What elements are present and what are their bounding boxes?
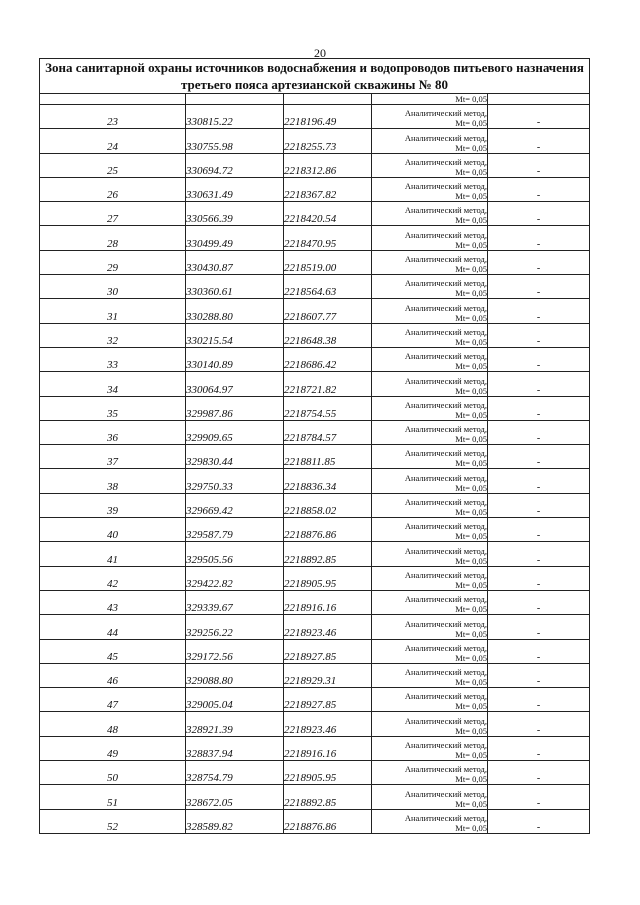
table-row (40, 445, 590, 469)
method-label: Аналитический метод, (404, 399, 487, 410)
error-value: - (488, 663, 590, 687)
error-value: - (488, 688, 590, 712)
method-label: Аналитический метод, (404, 254, 487, 265)
method-label: Аналитический метод, (404, 497, 487, 508)
point-number: 52 (40, 809, 186, 833)
y-coordinate: 2218892.85 (284, 785, 372, 809)
x-coordinate: 328672.05 (186, 785, 284, 809)
x-coordinate: 330631.49 (186, 177, 284, 201)
point-number: 24 (40, 129, 186, 153)
page-number: 20 (314, 46, 326, 60)
method-cell (372, 663, 488, 687)
method-label: Аналитический метод, (404, 132, 487, 143)
method-label: Аналитический метод, (404, 108, 487, 119)
accuracy-value: Mt= 0,05 (455, 385, 487, 396)
table-row (40, 590, 590, 614)
method-cell (372, 590, 488, 614)
accuracy-value: Mt= 0,05 (455, 434, 487, 445)
point-number: 29 (40, 250, 186, 274)
x-coordinate: 328589.82 (186, 809, 284, 833)
x-coordinate: 329669.42 (186, 493, 284, 517)
x-coordinate: 330694.72 (186, 153, 284, 177)
table-row (40, 518, 590, 542)
method-label: Аналитический метод, (404, 424, 487, 435)
accuracy-value: Mt= 0,05 (455, 191, 487, 202)
method-cell (372, 420, 488, 444)
error-value: - (488, 518, 590, 542)
method-label: Аналитический метод, (404, 545, 487, 556)
coordinates-table (39, 58, 590, 834)
y-coordinate: 2218784.57 (284, 420, 372, 444)
y-coordinate: 2218923.46 (284, 615, 372, 639)
method-cell (372, 323, 488, 347)
error-value: - (488, 590, 590, 614)
y-coordinate: 2218420.54 (284, 202, 372, 226)
x-coordinate: 328921.39 (186, 712, 284, 736)
accuracy-value: Mt= 0,05 (455, 701, 487, 712)
method-cell (372, 785, 488, 809)
error-value: - (488, 712, 590, 736)
y-coordinate: 2218929.31 (284, 663, 372, 687)
method-cell (372, 250, 488, 274)
accuracy-value: Mt= 0,05 (455, 288, 487, 299)
error-value: - (488, 396, 590, 420)
error-value: - (488, 202, 590, 226)
table-row (40, 347, 590, 371)
error-value: - (488, 226, 590, 250)
accuracy-value: Mt= 0,05 (455, 531, 487, 542)
accuracy-value: Mt= 0,05 (455, 239, 487, 250)
table-row (40, 299, 590, 323)
error-value: - (488, 785, 590, 809)
method-cell (372, 542, 488, 566)
method-label: Аналитический метод, (404, 156, 487, 167)
error-value: - (488, 250, 590, 274)
table-row (40, 542, 590, 566)
table-row (40, 566, 590, 590)
y-coordinate: 2218470.95 (284, 226, 372, 250)
table-row (40, 809, 590, 833)
error-value: - (488, 299, 590, 323)
y-coordinate: 2218312.86 (284, 153, 372, 177)
table-row (40, 785, 590, 809)
method-label: Аналитический метод, (404, 351, 487, 362)
error-value: - (488, 129, 590, 153)
point-number: 25 (40, 153, 186, 177)
point-number: 46 (40, 663, 186, 687)
accuracy-value: Mt= 0,05 (455, 458, 487, 469)
accuracy-value: Mt= 0,05 (455, 361, 487, 372)
method-label: Аналитический метод, (404, 229, 487, 240)
accuracy-value: Mt= 0,05 (455, 628, 487, 639)
point-number: 31 (40, 299, 186, 323)
y-coordinate: 2218892.85 (284, 542, 372, 566)
error-value: - (488, 275, 590, 299)
method-cell (372, 105, 488, 129)
point-number: 36 (40, 420, 186, 444)
x-coordinate: 330064.97 (186, 372, 284, 396)
point-number: 34 (40, 372, 186, 396)
table-row (40, 250, 590, 274)
method-cell (372, 275, 488, 299)
table-title-line-1: Зона санитарной охраны источников водоснабжения и водопроводов питьевого назначения (45, 60, 584, 75)
point-number: 41 (40, 542, 186, 566)
x-coordinate: 329987.86 (186, 396, 284, 420)
error-value: - (488, 323, 590, 347)
y-coordinate: 2218754.55 (284, 396, 372, 420)
method-cell (372, 469, 488, 493)
accuracy-value: Mt= 0,05 (455, 409, 487, 420)
point-number: 30 (40, 275, 186, 299)
table-row (40, 372, 590, 396)
point-number: 39 (40, 493, 186, 517)
accuracy-value: Mt= 0,05 (455, 750, 487, 761)
method-cell (372, 566, 488, 590)
method-label: Аналитический метод, (404, 812, 487, 823)
method-label: Аналитический метод, (404, 278, 487, 289)
accuracy-value: Mt= 0,05 (455, 604, 487, 615)
method-cell (372, 518, 488, 542)
method-label: Аналитический метод, (404, 448, 487, 459)
table-row (40, 153, 590, 177)
method-cell (372, 712, 488, 736)
accuracy-value: Mt= 0,05 (455, 555, 487, 566)
y-coordinate: 2218367.82 (284, 177, 372, 201)
point-number: 23 (40, 105, 186, 129)
error-value: - (488, 542, 590, 566)
x-coordinate: 330140.89 (186, 347, 284, 371)
accuracy-value: Mt= 0,05 (455, 774, 487, 785)
y-coordinate: 2218607.77 (284, 299, 372, 323)
method-cell (372, 226, 488, 250)
y-coordinate: 2218255.73 (284, 129, 372, 153)
y-coordinate: 2218876.86 (284, 809, 372, 833)
accuracy-value: Mt= 0,05 (455, 118, 487, 129)
method-label: Аналитический метод, (404, 667, 487, 678)
y-coordinate: 2218876.86 (284, 518, 372, 542)
error-value: - (488, 566, 590, 590)
x-coordinate: 328754.79 (186, 761, 284, 785)
method-cell (372, 688, 488, 712)
x-coordinate: 330499.49 (186, 226, 284, 250)
x-coordinate: 329088.80 (186, 663, 284, 687)
accuracy-value: Mt= 0,05 (455, 94, 487, 104)
y-coordinate: 2218927.85 (284, 639, 372, 663)
point-number: 40 (40, 518, 186, 542)
table-body (40, 94, 590, 834)
point-number: 38 (40, 469, 186, 493)
method-cell (372, 153, 488, 177)
y-coordinate: 2218927.85 (284, 688, 372, 712)
point-number: 45 (40, 639, 186, 663)
accuracy-value: Mt= 0,05 (455, 798, 487, 809)
method-label: Аналитический метод, (404, 618, 487, 629)
y-coordinate: 2218196.49 (284, 105, 372, 129)
method-cell (372, 809, 488, 833)
table-row (40, 615, 590, 639)
error-value: - (488, 347, 590, 371)
accuracy-value: Mt= 0,05 (455, 142, 487, 153)
method-label: Аналитический метод, (404, 740, 487, 751)
method-cell (372, 639, 488, 663)
method-cell (372, 493, 488, 517)
point-number: 49 (40, 736, 186, 760)
x-coordinate: 330215.54 (186, 323, 284, 347)
y-coordinate: 2218916.16 (284, 736, 372, 760)
x-coordinate: 329830.44 (186, 445, 284, 469)
method-label: Аналитический метод, (404, 472, 487, 483)
table-row (40, 493, 590, 517)
table-row (40, 396, 590, 420)
error-value: - (488, 639, 590, 663)
y-coordinate: 2218905.95 (284, 566, 372, 590)
x-coordinate: 330755.98 (186, 129, 284, 153)
table-row-partial (40, 94, 590, 105)
x-coordinate: 330815.22 (186, 105, 284, 129)
point-number: 50 (40, 761, 186, 785)
point-number: 37 (40, 445, 186, 469)
error-value: - (488, 761, 590, 785)
y-coordinate: 2218858.02 (284, 493, 372, 517)
table-row (40, 202, 590, 226)
method-label: Аналитический метод, (404, 594, 487, 605)
error-value: - (488, 372, 590, 396)
y-coordinate: 2218836.34 (284, 469, 372, 493)
point-number: 32 (40, 323, 186, 347)
table-row (40, 639, 590, 663)
method-cell (372, 615, 488, 639)
error-value: - (488, 177, 590, 201)
x-coordinate: 329005.04 (186, 688, 284, 712)
method-label: Аналитический метод, (404, 788, 487, 799)
method-cell (372, 396, 488, 420)
table-row (40, 712, 590, 736)
x-coordinate: 329172.56 (186, 639, 284, 663)
table-row (40, 105, 590, 129)
method-label: Аналитический метод, (404, 326, 487, 337)
x-coordinate: 329750.33 (186, 469, 284, 493)
error-value: - (488, 420, 590, 444)
table-title (40, 59, 590, 94)
error-cell (488, 94, 590, 105)
table-row (40, 688, 590, 712)
y-coordinate: 2218916.16 (284, 590, 372, 614)
table-row (40, 226, 590, 250)
table-row (40, 129, 590, 153)
point-number: 51 (40, 785, 186, 809)
method-label: Аналитический метод, (404, 569, 487, 580)
method-cell (372, 347, 488, 371)
y-coordinate: 2218905.95 (284, 761, 372, 785)
method-label: Аналитический метод, (404, 764, 487, 775)
point-number: 47 (40, 688, 186, 712)
table-row (40, 663, 590, 687)
point-number-cell (40, 94, 186, 105)
point-number: 44 (40, 615, 186, 639)
x-coordinate: 329909.65 (186, 420, 284, 444)
point-number: 28 (40, 226, 186, 250)
x-coordinate: 329256.22 (186, 615, 284, 639)
table-row (40, 469, 590, 493)
x-coordinate: 330430.87 (186, 250, 284, 274)
point-number: 43 (40, 590, 186, 614)
method-label: Аналитический метод, (404, 375, 487, 386)
method-label: Аналитический метод, (404, 691, 487, 702)
method-cell (372, 761, 488, 785)
error-value: - (488, 445, 590, 469)
table-row (40, 275, 590, 299)
accuracy-value: Mt= 0,05 (455, 336, 487, 347)
error-value: - (488, 105, 590, 129)
method-cell (372, 372, 488, 396)
error-value: - (488, 493, 590, 517)
method-cell (372, 129, 488, 153)
method-cell (372, 299, 488, 323)
method-cell (372, 94, 488, 105)
point-number: 33 (40, 347, 186, 371)
error-value: - (488, 469, 590, 493)
accuracy-value: Mt= 0,05 (455, 725, 487, 736)
x-coordinate: 330360.61 (186, 275, 284, 299)
table-row (40, 323, 590, 347)
method-cell (372, 445, 488, 469)
x-coordinate: 329422.82 (186, 566, 284, 590)
accuracy-value: Mt= 0,05 (455, 579, 487, 590)
accuracy-value: Mt= 0,05 (455, 652, 487, 663)
y-coordinate: 2218721.82 (284, 372, 372, 396)
method-label: Аналитический метод, (404, 521, 487, 532)
x-coordinate: 330288.80 (186, 299, 284, 323)
y-coordinate: 2218519.00 (284, 250, 372, 274)
y-coordinate-cell (284, 94, 372, 105)
point-number: 42 (40, 566, 186, 590)
table-row (40, 736, 590, 760)
y-coordinate: 2218564.63 (284, 275, 372, 299)
method-cell (372, 736, 488, 760)
accuracy-value: Mt= 0,05 (455, 482, 487, 493)
point-number: 35 (40, 396, 186, 420)
accuracy-value: Mt= 0,05 (455, 264, 487, 275)
y-coordinate: 2218648.38 (284, 323, 372, 347)
table-row (40, 761, 590, 785)
x-coordinate-cell (186, 94, 284, 105)
table-row (40, 420, 590, 444)
method-label: Аналитический метод, (404, 205, 487, 216)
accuracy-value: Mt= 0,05 (455, 822, 487, 833)
x-coordinate: 329587.79 (186, 518, 284, 542)
point-number: 48 (40, 712, 186, 736)
y-coordinate: 2218923.46 (284, 712, 372, 736)
error-value: - (488, 736, 590, 760)
accuracy-value: Mt= 0,05 (455, 215, 487, 226)
x-coordinate: 329505.56 (186, 542, 284, 566)
accuracy-value: Mt= 0,05 (455, 507, 487, 518)
table-row (40, 177, 590, 201)
point-number: 26 (40, 177, 186, 201)
x-coordinate: 329339.67 (186, 590, 284, 614)
error-value: - (488, 153, 590, 177)
method-cell (372, 202, 488, 226)
accuracy-value: Mt= 0,05 (455, 166, 487, 177)
method-label: Аналитический метод, (404, 302, 487, 313)
method-cell (372, 177, 488, 201)
accuracy-value: Mt= 0,05 (455, 677, 487, 688)
error-value: - (488, 615, 590, 639)
point-number: 27 (40, 202, 186, 226)
table-title-line-2: третьего пояса артезианской скважины № 80 (181, 77, 449, 92)
x-coordinate: 328837.94 (186, 736, 284, 760)
y-coordinate: 2218811.85 (284, 445, 372, 469)
method-label: Аналитический метод, (404, 642, 487, 653)
error-value: - (488, 809, 590, 833)
accuracy-value: Mt= 0,05 (455, 312, 487, 323)
x-coordinate: 330566.39 (186, 202, 284, 226)
y-coordinate: 2218686.42 (284, 347, 372, 371)
method-label: Аналитический метод, (404, 715, 487, 726)
method-label: Аналитический метод, (404, 181, 487, 192)
